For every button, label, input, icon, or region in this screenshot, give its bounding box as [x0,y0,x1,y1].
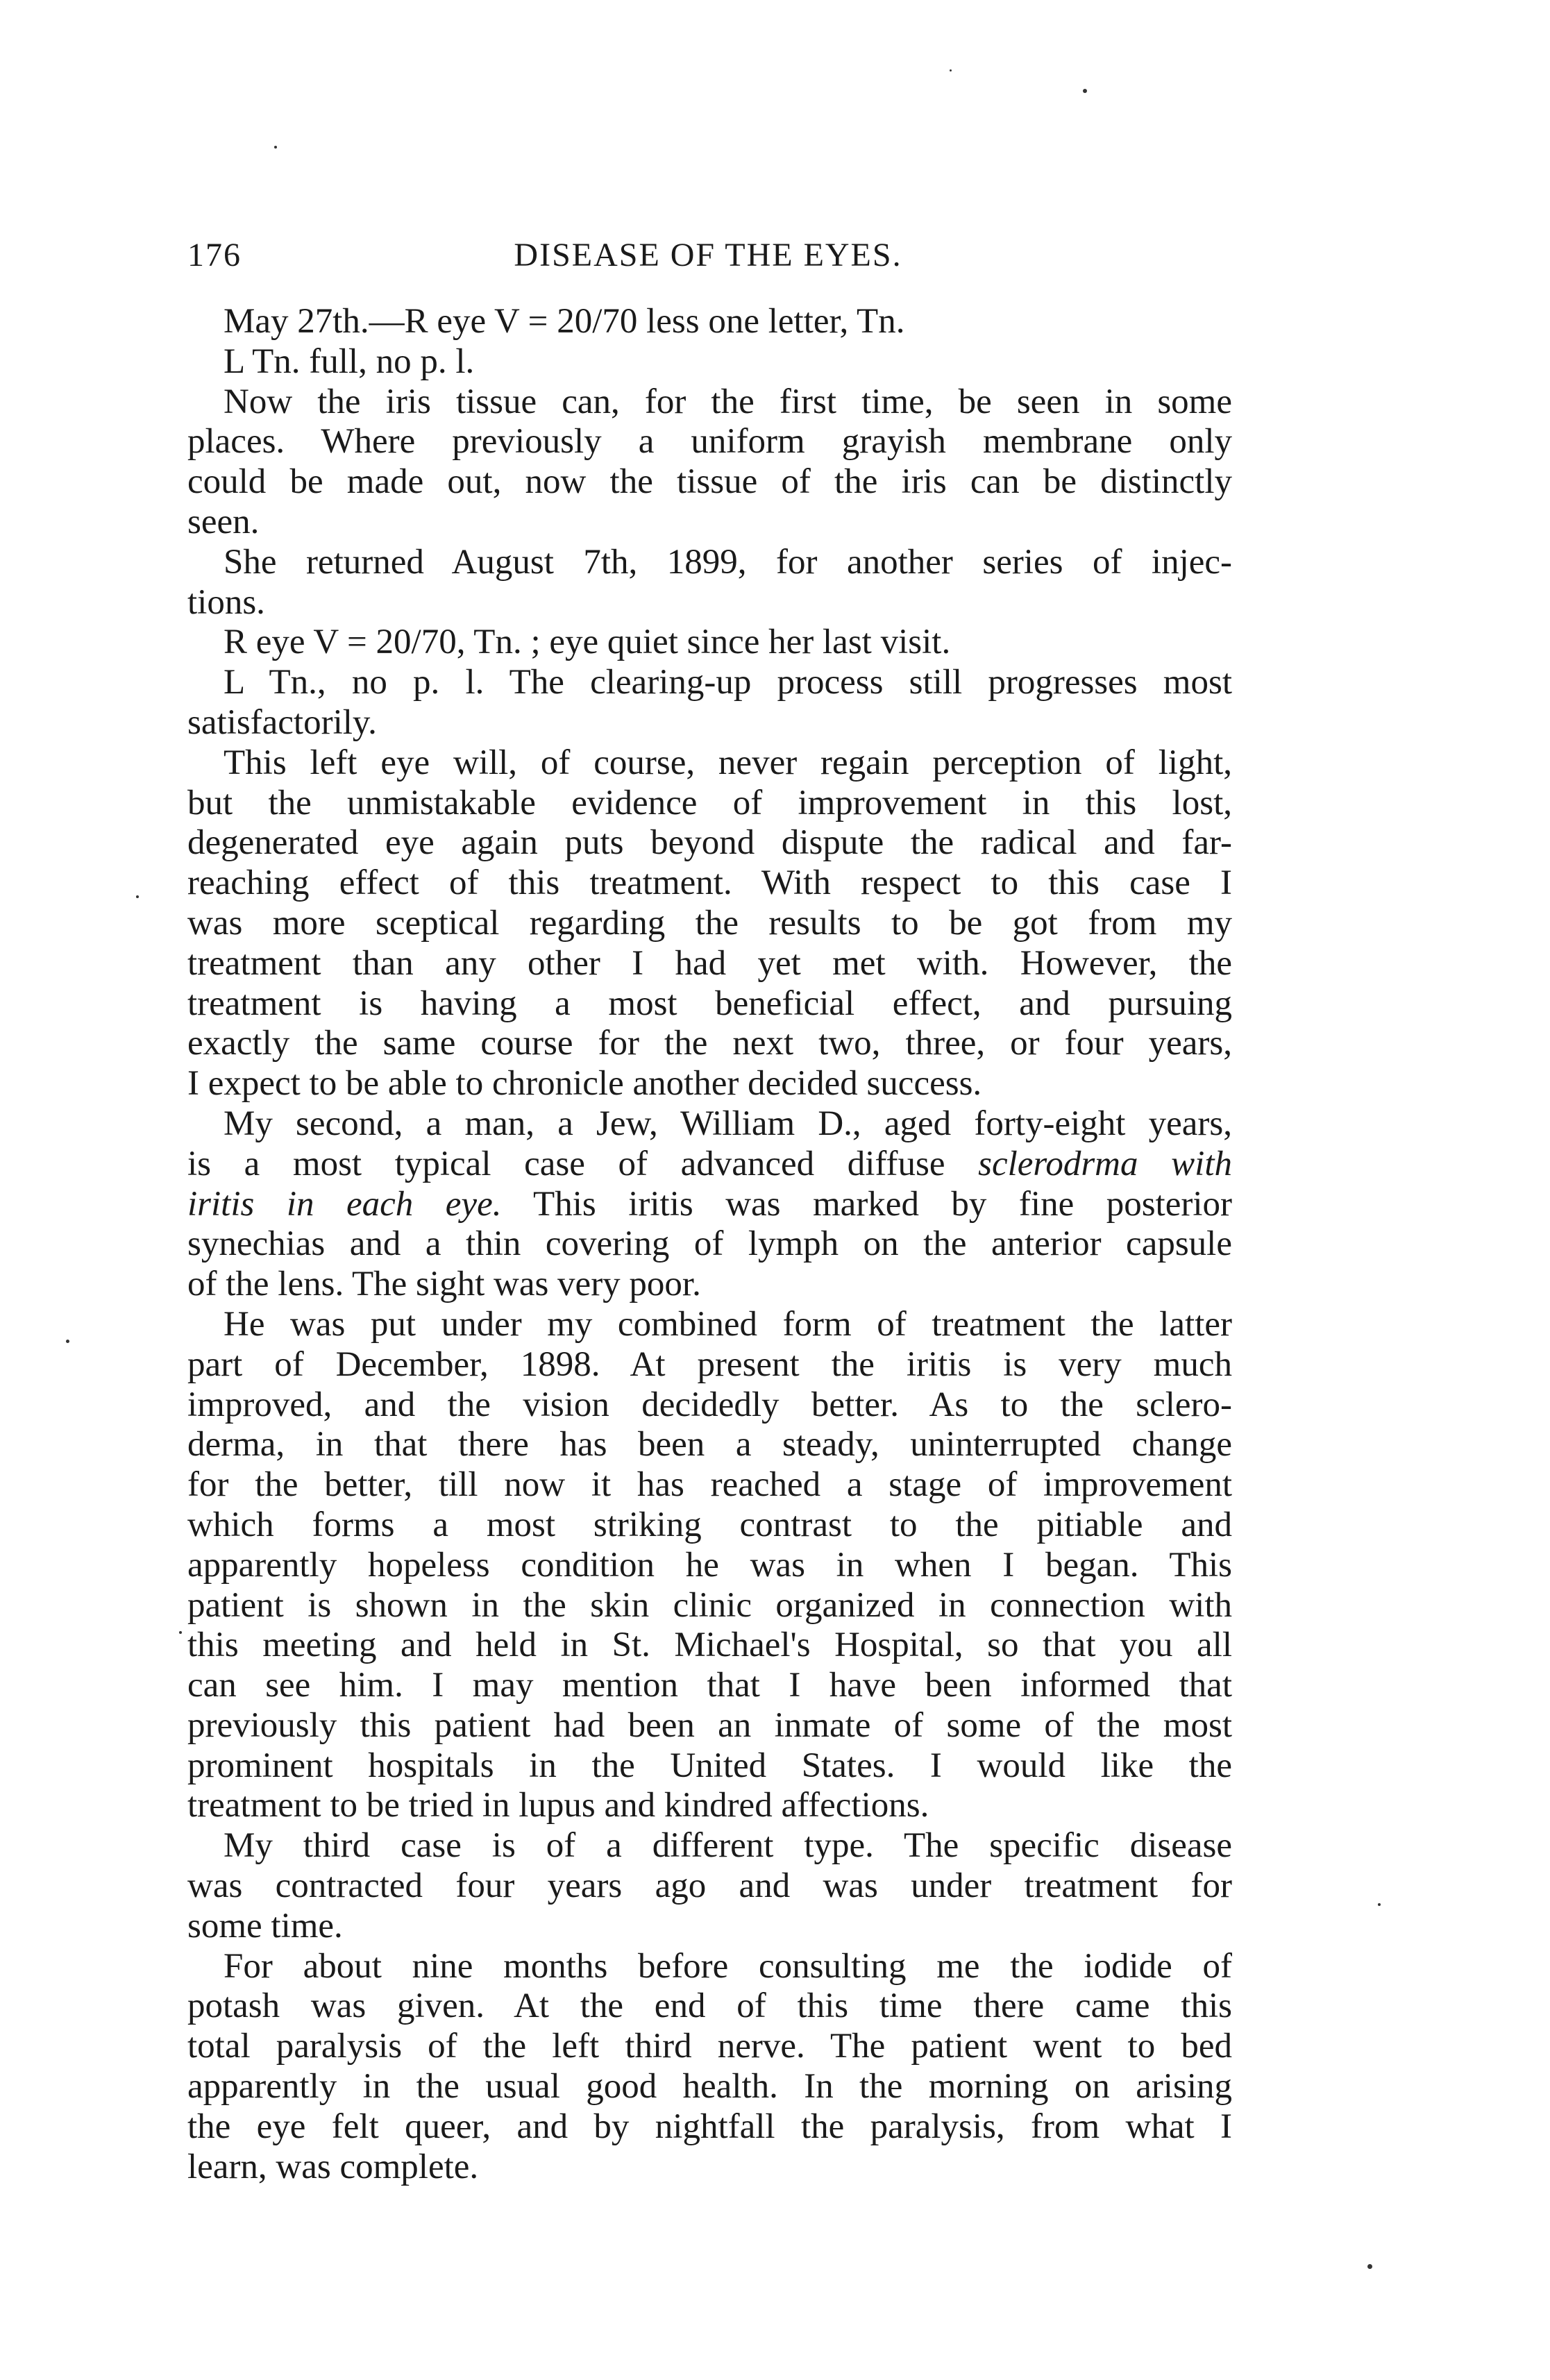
body-text [187,302,1232,2187]
text-line: satisfactorily. [187,702,377,742]
text-line: treatment is having a most beneficial effect, and pursuing [187,984,1232,1023]
text-line: R eye V = 20/70, Tn. ; eye quiet since her last visit. [224,623,951,662]
text-line: learn, was complete. [187,2147,479,2186]
text-line: improved, and the vision decidedly better. As to the sclero- [187,1385,1232,1424]
text-line: treatment than any other I had yet met with. However, the [187,943,1232,983]
text-line: places. Where previously a uniform grayish membrane only [187,422,1232,462]
text-line: total paralysis of the left third nerve. The patient went to bed [187,2027,1232,2066]
text-line: May 27th.—R eye V = 20/70 less one letter, Tn. [224,302,905,341]
text-line: seen. [187,502,260,541]
scan-speck [136,895,139,898]
text-line: My third case is of a different type. The specific disease [224,1826,1232,1866]
text-line: L Tn., no p. l. The clearing-up process still progresses most [224,663,1232,702]
text-line: could be made out, now the tissue of the iris can be distinctly [187,462,1232,502]
text-line: previously this patient had been an inmate of some of the most [187,1705,1232,1745]
scan-speck [950,69,952,71]
text-line: can see him. I may mention that I have been informed that [187,1666,1232,1705]
text-line: degenerated eye again puts beyond dispute the radical and far- [187,823,1232,863]
text-line: patient is shown in the skin clinic organized in connection with [187,1585,1232,1625]
text-line: She returned August 7th, 1899, for another series of injec- [224,542,1232,582]
running-header [187,236,1229,292]
text-line: Now the iris tissue can, for the first time, be seen in some [224,382,1232,421]
text-line: reaching effect of this treatment. With respect to this case I [187,863,1232,903]
text-line: part of December, 1898. At present the iritis is very much [187,1344,1232,1384]
text-line: apparently in the usual good health. In the morning on arising [187,2067,1232,2107]
scan-speck [1367,2264,1372,2269]
text-line: was more sceptical regarding the results to be got from my [187,903,1232,943]
scan-speck [66,1340,69,1343]
text-line: was contracted four years ago and was under treatment for [187,1866,1232,1906]
text-line: this meeting and held in St. Michael's Hospital, so that you all [187,1626,1232,1665]
text-line: apparently hopeless condition he was in when I began. This [187,1545,1232,1585]
scan-speck [274,146,277,149]
emphasis: sclerodrma with [978,1144,1232,1183]
text-line: This left eye will, of course, never regain perception of light, [224,743,1232,782]
text-line: but the unmistakable evidence of improvement in this lost, [187,783,1232,822]
scan-speck [1083,89,1087,93]
text-line: synechias and a thin covering of lymph on the anterior capsule [187,1224,1232,1264]
text-line: tions. [187,582,265,622]
page-number: 176 [187,237,242,273]
text-line: which forms a most striking contrast to the pitiable and [187,1505,1232,1544]
text-line: treatment to be tried in lupus and kindred affections. [187,1786,929,1825]
scan-speck [179,1631,182,1634]
text-line: potash was given. At the end of this time there came this [187,1986,1232,2026]
text-line: of the lens. The sight was very poor. [187,1265,701,1304]
text-line: iritis in each eye. This iritis was marked by fine posterior [187,1184,1232,1224]
text-line: He was put under my combined form of treatment the latter [224,1304,1232,1344]
text-line: for the better, till now it has reached a stage of improvement [187,1465,1232,1505]
text-line: the eye felt queer, and by nightfall the paralysis, from what I [187,2107,1232,2146]
text-line: some time. [187,1906,343,1946]
text-line: exactly the same course for the next two, three, or four years, [187,1024,1232,1063]
scan-speck [1378,1903,1381,1906]
text-line: For about nine months before consulting me the iodide of [224,1946,1232,1986]
text-line: derma, in that there has been a steady, uninterrupted change [187,1425,1232,1465]
text-line: I expect to be able to chronicle another decided success. [187,1064,982,1104]
running-title: DISEASE OF THE EYES. [514,237,902,273]
text-line: is a most typical case of advanced diffuse sclerodrma with [187,1144,1232,1183]
text-line: prominent hospitals in the United States. I would like the [187,1746,1232,1785]
text-line: L Tn. full, no p. l. [224,341,475,381]
emphasis: iritis in each eye. [187,1184,502,1224]
text-line: My second, a man, a Jew, William D., aged forty-eight years, [224,1104,1232,1143]
